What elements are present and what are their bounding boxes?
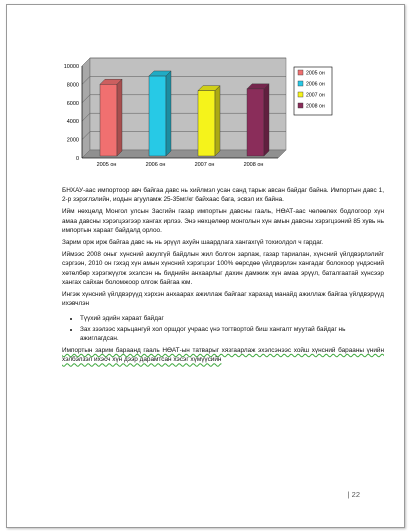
legend-label: 2007 он <box>306 92 325 99</box>
x-tick-label: 2006 он <box>145 162 166 168</box>
paragraph-2: Ийм нөхцөлд Монгол улсын Засгийн газар импортын давсны гааль, НӨАТ-аас чөлөөлөх бодлогоор хүн амаа давсны хэрэгцээгээр хангах ирлээ. Энэ нөхцөлөөр монголын хүн амын давсны хэрэгцээний 85 хувь нь импортын хараат байдалд орлоо. <box>62 208 384 234</box>
y-tick-label: 2000 <box>66 137 79 144</box>
bar-front <box>149 76 166 156</box>
chart-side-wall <box>82 58 90 158</box>
bar-side <box>166 71 171 156</box>
bar-side <box>117 79 122 156</box>
bar-front <box>100 84 117 156</box>
body-text <box>62 186 384 367</box>
chart-canvas <box>55 45 355 185</box>
y-tick-label: 6000 <box>66 100 79 107</box>
legend-label: 2005 он <box>306 70 325 77</box>
bullet-list <box>62 314 384 343</box>
x-tick-label: 2008 он <box>243 162 264 168</box>
legend-swatch <box>298 81 303 86</box>
paragraph-5: Ингэж хүнсний үйлдвэрүүд хэрхэн анхаарах ажиллаж байгааг харахад манайд ажиллаж байгаа үйлдвэрүүд ихэвчлэн <box>62 291 384 308</box>
legend-swatch <box>298 70 303 75</box>
y-tick-label: 8000 <box>66 82 79 89</box>
legend-label: 2008 он <box>306 103 325 110</box>
bar-chart <box>55 45 355 185</box>
closing-paragraph: Импортын зарим бараанд гааль НӨАТ-ын татварыг хязгаарлаж эхэлсэнээс хойш хүнсний барааны үнийн хэлбэлзэл ихэсч хүн дээр дарамтсан хэсэг хүмүүсийн <box>62 347 384 364</box>
bar-side <box>215 86 220 156</box>
legend-swatch <box>298 103 303 108</box>
legend-label: 2006 он <box>306 81 325 88</box>
document-page <box>6 4 405 528</box>
bullet-item: • Түүхий эдийн хараат байдаг <box>80 314 384 323</box>
bar-side <box>264 84 269 156</box>
bar-front <box>247 89 264 156</box>
paragraph-3: Зарим орж ирж байгаа давс нь нь эрүүл ахуйн шаардлага хангахгүй тохиолдол ч гардаг. <box>62 239 324 247</box>
y-tick-label: 0 <box>75 156 79 162</box>
bar-front <box>198 91 215 156</box>
y-tick-label: 10000 <box>63 64 79 70</box>
bullet-item: • Зах зээлээс харьцангуй хол оршдог учраас үнэ тогтвортой биш хангалт муутай байдаг нь ажиглагдсан. <box>80 325 384 343</box>
x-tick-label: 2005 он <box>96 162 117 168</box>
paragraph-4: Иймээс 2008 оныг хүнсний аюулгүй байдлын жил болгон зарлаж, газар тариалан, хүнсний үйлдвэрлэлийг сэргээн, 2010 он гэхэд хүн амын хүнсний хэрэгцээг 100% өөрсдөө үйлдвэрлэн хангадаг болохоор үндэсний хөтөлбөр хэрэгжүүлж эхэлсэн нь биднийн анхаарлыг дахин дамжиж хүн амаа эрүүл, баталгаатай хүнсээр хангах сайхан боломжоор олгож байгаа юм. <box>62 251 384 286</box>
page-number: | 22 <box>347 490 360 499</box>
y-tick-label: 4000 <box>66 119 79 126</box>
paragraph-1: БНХАУ-аас импортоор авч байгаа давс нь хийлмэл усан санд тарык авсан байдаг байна. Импортын давс 1, 2-р зэрэглэлийн, иодын агууламж 25-35мг/кг байхаас бага, эсвэл их байна. <box>62 187 384 204</box>
x-tick-label: 2007 он <box>194 162 215 168</box>
legend-swatch <box>298 92 303 97</box>
